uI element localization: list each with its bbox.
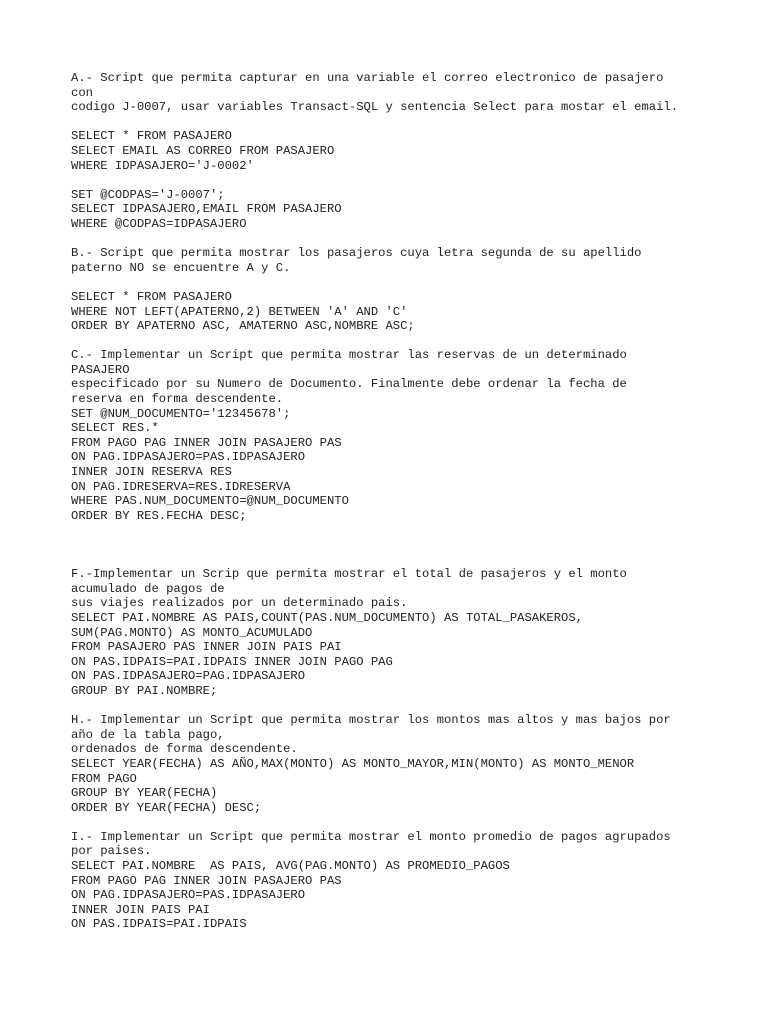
prompt-line: por paises. xyxy=(71,844,152,859)
code-line: WHERE @CODPAS=IDPASAJERO xyxy=(71,216,247,231)
section-h xyxy=(71,713,751,815)
code-line: SELECT PAI.NOMBRE AS PAIS,COUNT(PAS.NUM_DOCUMENTO) AS TOTAL_PASAKEROS, xyxy=(71,610,583,625)
code-line: INNER JOIN RESERVA RES xyxy=(71,465,232,480)
section-b xyxy=(71,246,751,334)
code-line: SUM(PAG.MONTO) AS MONTO_ACUMULADO xyxy=(71,625,313,640)
code-line: FROM PAGO xyxy=(71,771,137,786)
code-line: SELECT IDPASAJERO,EMAIL FROM PASAJERO xyxy=(71,202,342,217)
code-line: ORDER BY YEAR(FECHA) DESC; xyxy=(71,800,262,815)
code-line: WHERE IDPASAJERO='J-0002' xyxy=(71,158,254,173)
section-c xyxy=(71,348,751,523)
spacer xyxy=(71,232,751,247)
section-a xyxy=(71,71,751,232)
code-line: FROM PAGO PAG INNER JOIN PASAJERO PAS xyxy=(71,435,342,450)
code-line: WHERE NOT LEFT(APATERNO,2) BETWEEN 'A' AND 'C' xyxy=(71,304,408,319)
code-block xyxy=(71,129,751,173)
prompt-line: paterno NO se encuentre A y C. xyxy=(71,260,291,275)
code-block xyxy=(71,859,751,932)
code-line: ON PAG.IDPASAJERO=PAS.IDPASAJERO xyxy=(71,888,306,903)
code-line: SELECT RES.* xyxy=(71,421,159,436)
prompt-line: con xyxy=(71,85,93,100)
spacer xyxy=(71,275,751,290)
code-line: SELECT PAI.NOMBRE AS PAIS, AVG(PAG.MONTO) AS PROMEDIO_PAGOS xyxy=(71,859,510,874)
code-line: ORDER BY APATERNO ASC, AMATERNO ASC,NOMBRE ASC; xyxy=(71,319,415,334)
code-line: GROUP BY YEAR(FECHA) xyxy=(71,786,218,801)
prompt-line: codigo J-0007, usar variables Transact-SQL y sentencia Select para mostar el email. xyxy=(71,100,679,115)
prompt-line: F.-Implementar un Scrip que permita mostrar el total de pasajeros y el monto xyxy=(71,567,627,582)
code-line: SET @CODPAS='J-0007'; xyxy=(71,187,225,202)
spacer xyxy=(71,334,751,349)
prompt-line: ordenados de forma descendente. xyxy=(71,742,298,757)
code-line: ON PAG.IDRESERVA=RES.IDRESERVA xyxy=(71,479,291,494)
prompt-line: C.- Implementar un Script que permita mostrar las reservas de un determinado xyxy=(71,348,627,363)
prompt-line: reserva en forma descendente. xyxy=(71,392,284,407)
code-line: FROM PAGO PAG INNER JOIN PASAJERO PAS xyxy=(71,873,342,888)
code-block xyxy=(71,290,751,334)
code-line: SELECT * FROM PASAJERO xyxy=(71,289,232,304)
code-line: SELECT * FROM PASAJERO xyxy=(71,129,232,144)
code-block xyxy=(71,757,751,815)
prompt-line: acumulado de pagos de xyxy=(71,581,225,596)
spacer xyxy=(71,699,751,714)
code-line: INNER JOIN PAIS PAI xyxy=(71,902,210,917)
code-line: ON PAS.IDPASAJERO=PAG.IDPASAJERO xyxy=(71,669,306,684)
prompt-line: sus viajes realizados por un determinado pais. xyxy=(71,596,408,611)
spacer xyxy=(71,523,751,567)
code-line: SET @NUM_DOCUMENTO='12345678'; xyxy=(71,406,291,421)
code-line: FROM PASAJERO PAS INNER JOIN PAIS PAI xyxy=(71,640,342,655)
prompt-line: PASAJERO xyxy=(71,362,130,377)
code-line: SELECT YEAR(FECHA) AS AÑO,MAX(MONTO) AS MONTO_MAYOR,MIN(MONTO) AS MONTO_MENOR xyxy=(71,756,635,771)
prompt-line: año de la tabla pago, xyxy=(71,727,225,742)
prompt-line: A.- Script que permita capturar en una variable el correo electronico de pasajero xyxy=(71,71,664,85)
document-body xyxy=(71,71,751,932)
spacer xyxy=(71,115,751,130)
code-line: GROUP BY PAI.NOMBRE; xyxy=(71,683,218,698)
prompt-line: H.- Implementar un Script que permita mostrar los montos mas altos y mas bajos por xyxy=(71,713,671,728)
code-line: ON PAG.IDPASAJERO=PAS.IDPASAJERO xyxy=(71,450,306,465)
code-line: ORDER BY RES.FECHA DESC; xyxy=(71,508,247,523)
code-line: ON PAS.IDPAIS=PAI.IDPAIS INNER JOIN PAGO PAG xyxy=(71,654,393,669)
code-line: ON PAS.IDPAIS=PAI.IDPAIS xyxy=(71,917,247,932)
prompt-line: I.- Implementar un Script que permita mostrar el monto promedio de pagos agrupados xyxy=(71,829,671,844)
section-f xyxy=(71,567,751,698)
code-line: SELECT EMAIL AS CORREO FROM PASAJERO xyxy=(71,143,335,158)
code-block xyxy=(71,188,751,232)
prompt-line: B.- Script que permita mostrar los pasajeros cuya letra segunda de su apellido xyxy=(71,246,642,261)
spacer xyxy=(71,173,751,188)
prompt-line: especificado por su Numero de Documento. Finalmente debe ordenar la fecha de xyxy=(71,377,627,392)
code-block xyxy=(71,611,751,699)
spacer xyxy=(71,815,751,830)
section-i xyxy=(71,830,751,932)
code-line: WHERE PAS.NUM_DOCUMENTO=@NUM_DOCUMENTO xyxy=(71,494,349,509)
code-block xyxy=(71,407,751,524)
